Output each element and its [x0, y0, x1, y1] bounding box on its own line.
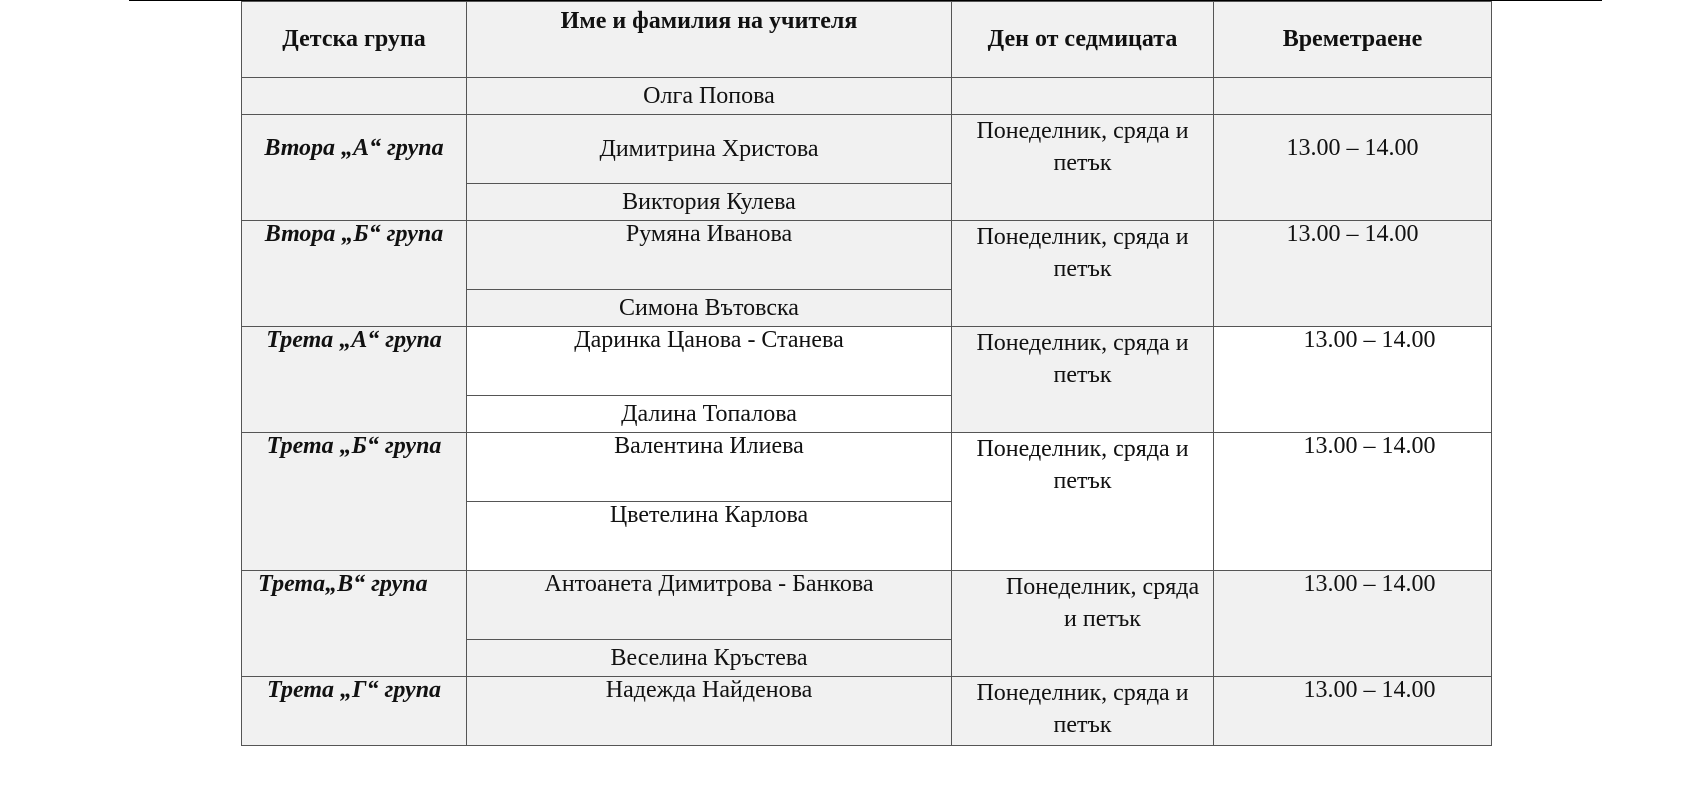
header-duration: Времетраене	[1214, 2, 1492, 78]
day-cell: Понеделник, сряда и петък	[952, 677, 1214, 746]
group-cell: Трета „Б“ група	[242, 433, 467, 571]
teacher-cell: Антоанета Димитрова - Банкова	[467, 571, 952, 640]
teacher-cell: Валентина Илиева	[467, 433, 952, 502]
teacher-cell: Надежда Найденова	[467, 677, 952, 746]
duration-cell	[1214, 78, 1492, 115]
group-cell: Втора „А“ група	[242, 115, 467, 221]
day-cell: Понеделник, сряда и петък	[952, 571, 1214, 677]
duration-cell: 13.00 – 14.00	[1214, 221, 1492, 327]
group-cell: Втора „Б“ група	[242, 221, 467, 327]
teacher-cell: Олга Попова	[467, 78, 952, 115]
duration-cell: 13.00 – 14.00	[1214, 677, 1492, 746]
duration-cell: 13.00 – 14.00	[1214, 571, 1492, 677]
group-cell: Трета„В“ група	[242, 571, 467, 677]
day-cell: Понеделник, сряда и петък	[952, 433, 1214, 571]
duration-cell: 13.00 – 14.00	[1214, 327, 1492, 433]
group-cell: Трета „А“ група	[242, 327, 467, 433]
teacher-cell: Даринка Цанова - Станева	[467, 327, 952, 396]
header-row	[242, 2, 1492, 78]
schedule-table	[241, 1, 1492, 746]
teacher-cell: Виктория Кулева	[467, 184, 952, 221]
day-cell: Понеделник, сряда и петък	[952, 115, 1214, 221]
table-row	[242, 433, 1492, 502]
duration-cell: 13.00 – 14.00	[1214, 115, 1492, 221]
table-row	[242, 221, 1492, 290]
teacher-cell: Далина Топалова	[467, 396, 952, 433]
table-row	[242, 78, 1492, 115]
day-cell: Понеделник, сряда и петък	[952, 327, 1214, 433]
duration-cell: 13.00 – 14.00	[1214, 433, 1492, 571]
table-row	[242, 327, 1492, 396]
day-cell: Понеделник, сряда и петък	[952, 221, 1214, 327]
group-cell	[242, 78, 467, 115]
header-teacher: Име и фамилия на учителя	[467, 2, 952, 78]
teacher-cell: Димитрина Христова	[467, 115, 952, 184]
teacher-cell: Цветелина Карлова	[467, 502, 952, 571]
table-row	[242, 115, 1492, 184]
teacher-cell: Румяна Иванова	[467, 221, 952, 290]
table-row	[242, 571, 1492, 640]
teacher-cell: Симона Вътовска	[467, 290, 952, 327]
header-group: Детска група	[242, 2, 467, 78]
table-row	[242, 677, 1492, 746]
day-cell	[952, 78, 1214, 115]
teacher-cell: Веселина Кръстева	[467, 640, 952, 677]
group-cell: Трета „Г“ група	[242, 677, 467, 746]
header-day: Ден от седмицата	[952, 2, 1214, 78]
